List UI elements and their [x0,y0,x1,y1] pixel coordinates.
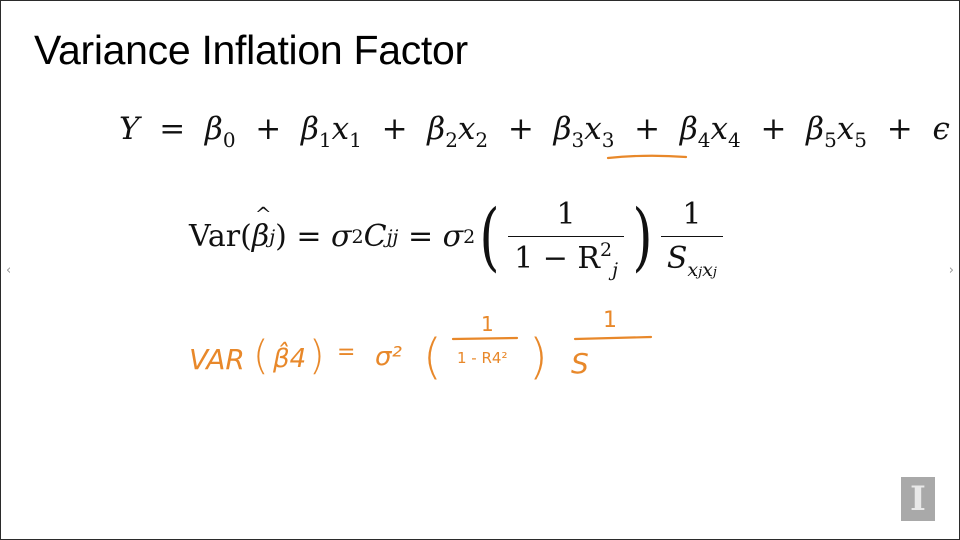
x-2-sub: 2 [475,128,489,152]
sxx-fraction [661,197,723,281]
hand-paren-close-2: ) [529,329,548,385]
slide-title: Variance Inflation Factor [34,27,468,73]
hand-paren-close: ) [309,333,325,379]
eq-2-equals-1: = [296,219,322,254]
beta-1: β [300,111,319,147]
eq-lhs: Y [119,111,140,147]
beta-4-sub: 4 [697,128,711,152]
beta-0-sub: 0 [222,128,236,152]
block-i-logo [901,477,935,521]
x-3: x [584,111,602,147]
hand-equals: = [337,340,356,365]
var-close-paren: ) [275,219,287,254]
x-5-sub: 5 [854,128,868,152]
x-3-sub: 3 [601,128,615,152]
handwritten-annotation [187,307,667,387]
sigma-1: σ [331,219,352,254]
beta-5: β [806,111,825,147]
next-slide-arrow-icon[interactable]: › [948,263,954,278]
epsilon: ϵ [932,111,950,147]
prev-slide-arrow-icon[interactable]: ‹ [6,263,12,278]
beta-2-sub: 2 [445,128,458,152]
variance-equation: Var( ^ β j ) = σ 2 C jj = σ 2 ( $\frac{1}{1 - R^2_j}$ ) $\frac{1}{S_{xjxj}}$ [189,197,727,276]
beta-hat-sub: j [269,225,276,248]
left-paren: ( [479,193,500,280]
plus-2: + [381,111,408,147]
plus-3: + [507,111,534,147]
hand-beta4: β̂4 [273,344,307,374]
hand-frac-num: 1 [481,312,494,336]
x-1-sub: 1 [349,128,362,152]
sxx-denominator: $S_{xjxj}$ [661,236,723,276]
beta-5-sub: 5 [824,128,837,152]
plus-4: + [634,111,661,147]
beta-1-sub: 1 [318,128,332,152]
vif-numerator: 1 [556,197,576,232]
eq-equals: = [159,111,186,147]
hand-frac2-line [575,337,651,339]
beta-2: β [427,111,446,147]
c-matrix: C [363,219,387,254]
hand-sigma-sq: σ² [375,342,402,372]
x-1: x [331,111,350,147]
var-label: Var( [189,219,252,254]
hand-frac2-num: 1 [603,308,617,333]
eq-2-equals-2: = [407,219,434,254]
beta-3-sub: 3 [571,128,585,152]
beta-3: β [553,111,572,147]
model-equation [119,111,950,152]
hand-frac-den: 1 - R4² [457,349,508,367]
hand-paren-open-2: ( [423,329,442,385]
hand-paren-open: ( [253,333,269,379]
hand-var: VAR [189,343,245,376]
plus-5: + [760,111,787,147]
hand-frac-line [453,338,517,339]
beta4-underline-annotation [606,153,688,161]
right-paren: ) [632,193,653,280]
sigma-2: σ [442,219,464,254]
hand-frac2-den: S [571,347,589,380]
sxx-numerator: 1 [682,197,702,232]
logo-mark: I [910,479,926,519]
vif-fraction [508,197,624,281]
vif-denominator: $1 - R^2_j$ [508,236,624,276]
c-jj: jj [386,225,399,248]
beta-4: β [679,111,698,147]
beta-hat: ^ β [252,219,269,254]
plus-1: + [255,111,282,147]
plus-6: + [886,111,913,147]
beta-0: β [204,111,223,147]
x-2: x [457,111,476,147]
x-4: x [710,111,728,147]
x-5: x [836,111,855,147]
x-4-sub: 4 [728,128,741,152]
